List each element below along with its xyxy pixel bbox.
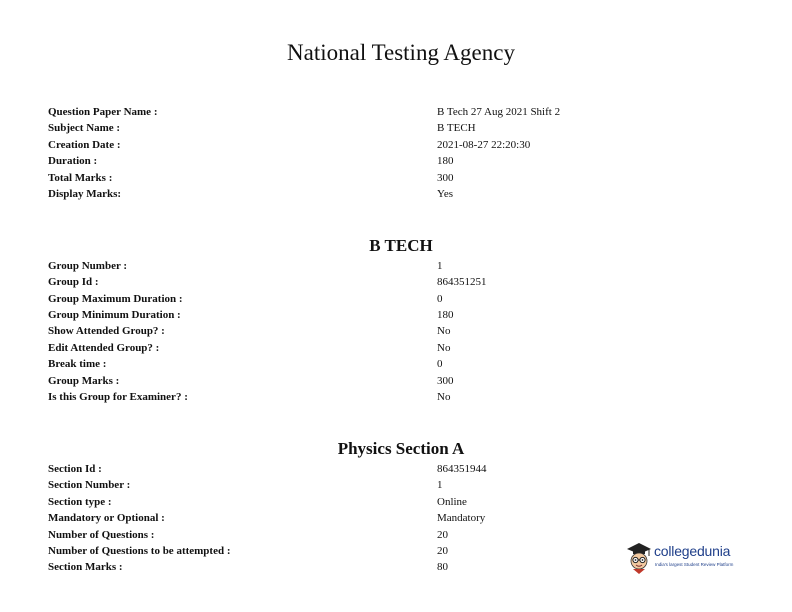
group-info-row (48, 307, 608, 323)
field-value: 1 (437, 260, 443, 272)
group-info-row (48, 340, 608, 356)
field-label: Group Minimum Duration : (48, 309, 181, 321)
section-info-row (48, 494, 608, 510)
field-label: Total Marks : (48, 172, 113, 184)
field-value: No (437, 342, 451, 354)
section-info-row (48, 559, 608, 575)
group-info-row (48, 291, 608, 307)
group-info-row (48, 274, 608, 290)
section-info-row (48, 510, 608, 526)
field-value: Mandatory (437, 512, 486, 524)
paper-info-row (48, 137, 608, 153)
paper-info-row (48, 153, 608, 169)
paper-info-row (48, 104, 608, 120)
section-info-row (48, 461, 608, 477)
field-value: 300 (437, 172, 454, 184)
field-label: Mandatory or Optional : (48, 512, 165, 524)
field-value: 20 (437, 529, 448, 541)
field-label: Is this Group for Examiner? : (48, 391, 188, 403)
group-info-row (48, 389, 608, 405)
student-mascot-icon (624, 540, 654, 576)
section-info-row (48, 543, 608, 559)
field-value: 2021-08-27 22:20:30 (437, 139, 531, 151)
field-value: 20 (437, 545, 448, 557)
field-label: Section Marks : (48, 561, 123, 573)
field-value: 864351944 (437, 463, 487, 475)
field-label: Section type : (48, 496, 112, 508)
section-info-row (48, 477, 608, 493)
field-value: No (437, 391, 451, 403)
paper-info-row (48, 170, 608, 186)
field-label: Group Maximum Duration : (48, 293, 183, 305)
field-value: 180 (437, 309, 454, 321)
field-value: 180 (437, 155, 454, 167)
field-label: Duration : (48, 155, 98, 167)
field-value: 80 (437, 561, 448, 573)
field-label: Edit Attended Group? : (48, 342, 160, 354)
field-value: 1 (437, 479, 443, 491)
field-label: Section Number : (48, 479, 131, 491)
field-value: B Tech 27 Aug 2021 Shift 2 (437, 106, 561, 118)
field-value: 864351251 (437, 276, 487, 288)
group-info-row (48, 323, 608, 339)
field-label: Section Id : (48, 463, 102, 475)
field-value: Yes (437, 188, 454, 200)
field-label: Number of Questions : (48, 529, 155, 541)
group-info-row (48, 258, 608, 274)
field-value: 300 (437, 375, 454, 387)
field-label: Display Marks: (48, 188, 122, 200)
group-heading: B TECH (369, 236, 433, 255)
field-label: Show Attended Group? : (48, 325, 165, 337)
section-heading: Physics Section A (337, 439, 465, 458)
document-title: National Testing Agency (287, 40, 515, 65)
field-value: No (437, 325, 451, 337)
field-label: Group Id : (48, 276, 99, 288)
field-value: 0 (437, 293, 443, 305)
watermark-brand: collegedunia (654, 543, 731, 559)
field-label: Number of Questions to be attempted : (48, 545, 231, 557)
field-label: Subject Name : (48, 122, 121, 134)
field-value: Online (437, 496, 467, 508)
watermark-tagline: India's largest Student Review Platform (655, 562, 734, 567)
section-info-row (48, 527, 608, 543)
field-label: Question Paper Name : (48, 106, 158, 118)
group-info-row (48, 356, 608, 372)
group-info-row (48, 373, 608, 389)
paper-info-row (48, 186, 608, 202)
field-value: 0 (437, 358, 443, 370)
collegedunia-watermark (624, 540, 764, 580)
field-label: Break time : (48, 358, 107, 370)
field-label: Creation Date : (48, 139, 121, 151)
paper-info-row (48, 120, 608, 136)
field-label: Group Marks : (48, 375, 120, 387)
field-value: B TECH (437, 122, 476, 134)
field-label: Group Number : (48, 260, 128, 272)
